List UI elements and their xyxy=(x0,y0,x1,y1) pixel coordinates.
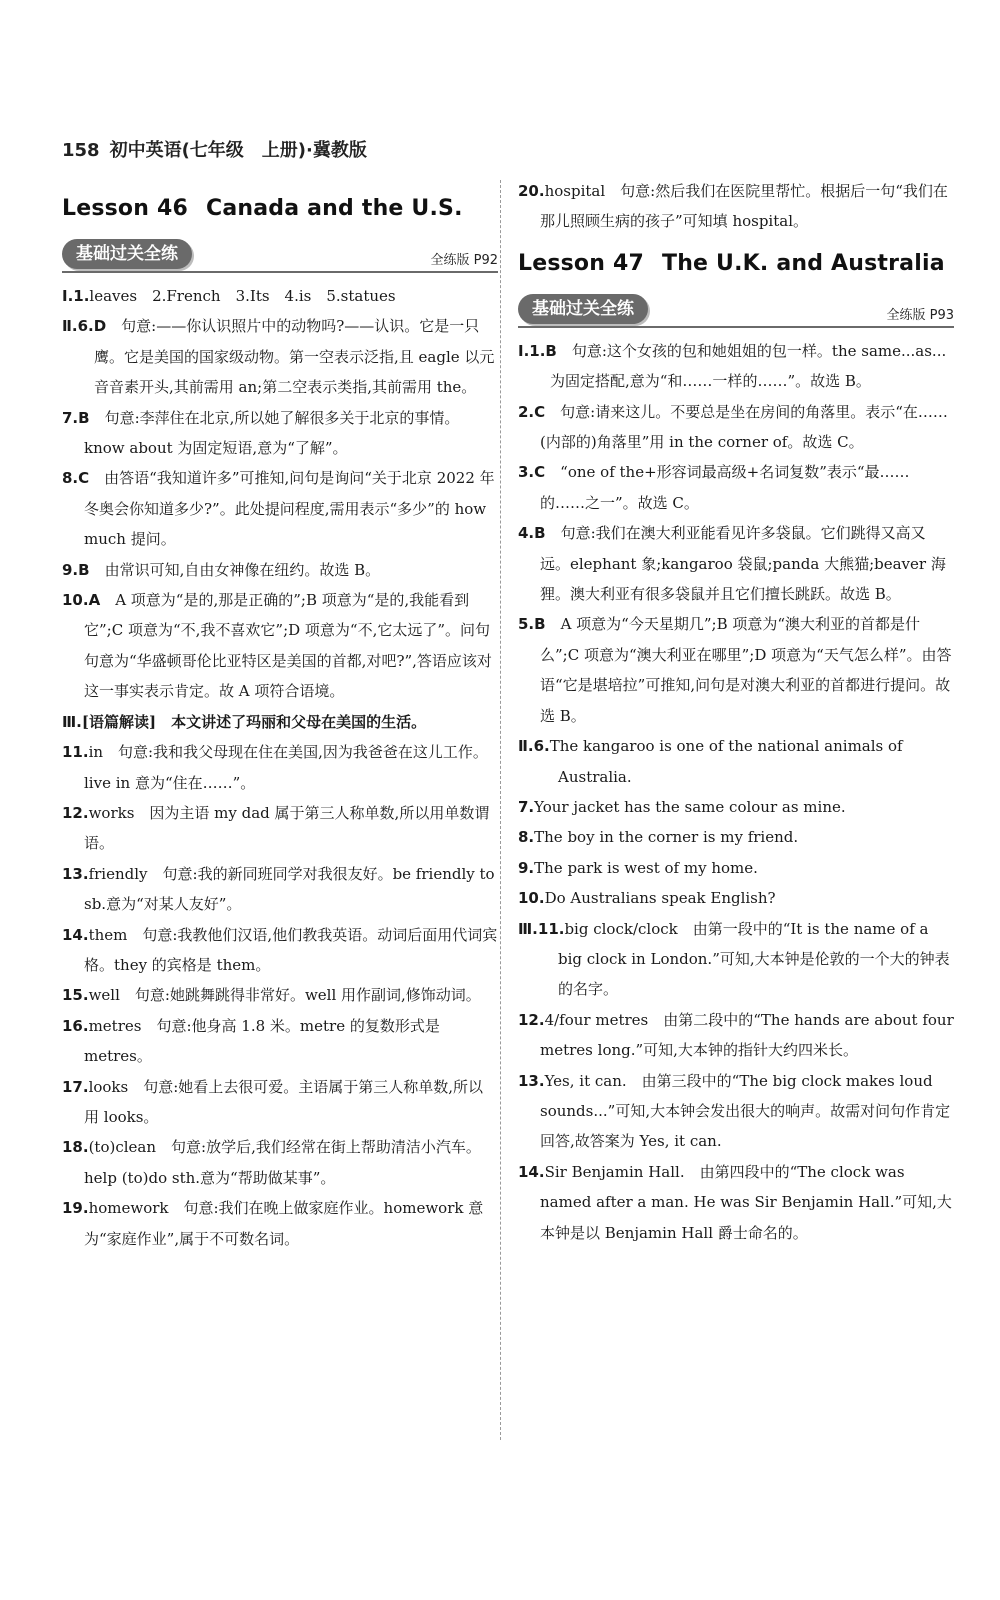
banner-rule xyxy=(518,326,954,328)
lesson-47-number: Lesson 47 xyxy=(518,250,644,276)
answer-item: 8.The boy in the corner is my friend. xyxy=(518,828,799,847)
answer-item: 20.hospital 句意:然后我们在医院里帮忙。根据后一句“我们在那儿照顾生病的孩子”可知填 hospital。 xyxy=(518,182,948,231)
answer-item: Ⅲ.[语篇解读] 本文讲述了玛丽和父母在美国的生活。 xyxy=(62,712,427,731)
answer-item: 4.B 句意:我们在澳大利亚能看见许多袋鼠。它们跳得又高又远。elephant 象;kangaroo 袋鼠;panda 大熊猫;beaver 海狸。澳大利亚有很多袋鼠并且它们擅长跳跃。故选 B。 xyxy=(518,524,946,604)
left-column xyxy=(62,176,498,1254)
column-divider xyxy=(500,180,501,1440)
answer-item: 12.4/four metres 由第二段中的“The hands are about four metres long.”可知,大本钟的指针大约四米长。 xyxy=(518,1010,954,1060)
answer-item: 7.B 句意:李萍住在北京,所以她了解很多关于北京的事情。know about 为固定短语,意为“了解”。 xyxy=(62,408,460,458)
answer-item: 13.friendly 句意:我的新同班同学对我很友好。be friendly to sb.意为“对某人友好”。 xyxy=(62,864,495,914)
answer-item: 10.A A 项意为“是的,那是正确的”;B 项意为“是的,我能看到它”;C 项意为“不,我不喜欢它”;D 项意为“不,它太远了”。问句句意为“华盛顿哥伦比亚特区是美国的首都,对吧?”,答语应该对这一事实表示肯定。故 A 项符合语境。 xyxy=(62,591,492,701)
lesson-46-number: Lesson 46 xyxy=(62,196,188,221)
lesson-47-section-header xyxy=(518,294,954,330)
answer-item: 8.C 由答语“我知道许多”可推知,问句是询问“关于北京 2022 年冬奥会你知道多少?”。此处提问程度,需用表示“多少”的 how much 提问。 xyxy=(62,469,495,549)
answer-item: 10.Do Australians speak English? xyxy=(518,889,776,908)
answer-item: 9.B 由常识可知,自由女神像在纽约。故选 B。 xyxy=(62,560,381,579)
lesson-46-section-header xyxy=(62,239,498,275)
lesson-47-name: The U.K. and Australia xyxy=(661,250,945,276)
answer-item: Ⅱ.6.D 句意:——你认识照片中的动物吗?——认识。它是一只鹰。它是美国的国家级动物。第一空表示泛指,且 eagle 以元音音素开头,其前需用 an;第二空表示类指,其前需用 the。 xyxy=(62,317,495,397)
lesson-46-title xyxy=(62,196,498,221)
page-reference: 全练版 P92 xyxy=(430,253,498,268)
answer-item: 16.metres 句意:他身高 1.8 米。metre 的复数形式是 metres。 xyxy=(62,1016,440,1066)
answer-item: 9.The park is west of my home. xyxy=(518,858,758,877)
page-reference: 全练版 P93 xyxy=(886,307,954,323)
answer-item: 2.C 句意:请来这儿。不要总是坐在房间的角落里。表示“在……(内部的)角落里”用 in the corner of。故选 C。 xyxy=(518,402,948,452)
lesson-46-name: Canada and the U.S. xyxy=(205,196,463,221)
answer-item: 12.works 因为主语 my dad 属于第三人称单数,所以用单数谓语。 xyxy=(62,803,490,853)
answer-item: 3.C “one of the+形容词最高级+名词复数”表示“最……的……之一”。故选 C。 xyxy=(518,463,910,512)
answer-item: 11.in 句意:我和我父母现在住在美国,因为我爸爸在这儿工作。live in 意为“住在……”。 xyxy=(62,743,488,792)
answer-item: 14.them 句意:我教他们汉语,他们教我英语。动词后面用代词宾格。they 的宾格是 them。 xyxy=(62,925,498,974)
banner-rule xyxy=(62,271,498,273)
right-column xyxy=(518,176,954,1248)
answer-item: Ⅱ.6.The kangaroo is one of the national animals of Australia. xyxy=(518,737,903,786)
lesson-47-title xyxy=(518,251,954,276)
answer-item: Ⅰ.1.leaves 2.French 3.Its 4.is 5.statues xyxy=(62,287,396,305)
answer-item: 15.well 句意:她跳舞跳得非常好。well 用作副词,修饰动词。 xyxy=(62,986,481,1005)
section-banner: 基础过关全练 xyxy=(518,294,648,324)
answer-item: 19.homework 句意:我们在晚上做家庭作业。homework 意为“家庭作业”,属于不可数名词。 xyxy=(62,1199,484,1248)
lesson-46-continued xyxy=(518,176,954,237)
page-number: 158 xyxy=(62,140,100,161)
answer-item: Ⅲ.11.big clock/clock 由第一段中的“It is the name of a big clock in London.”可知,大本钟是伦敦的一个大的钟表的名字。 xyxy=(518,919,950,999)
answer-item: 7.Your jacket has the same colour as mine. xyxy=(518,797,846,816)
answer-item: 14.Sir Benjamin Hall. 由第四段中的“The clock was named after a man. He was Sir Benjamin Hall.”可知,大本钟是以 Benjamin Hall 爵士命名的。 xyxy=(518,1162,952,1242)
lesson-46-answers xyxy=(62,281,498,1254)
book-title: 初中英语(七年级 上册)·冀教版 xyxy=(109,140,367,161)
answer-item: 5.B A 项意为“今天星期几”;B 项意为“澳大利亚的首都是什么”;C 项意为“澳大利亚在哪里”;D 项意为“天气怎么样”。由答语“它是堪培拉”可推知,问句是对澳大利亚的首都进行提问。故选 B。 xyxy=(518,615,952,725)
section-banner: 基础过关全练 xyxy=(62,239,192,269)
lesson-47-answers xyxy=(518,336,954,1248)
answer-item: 13.Yes, it can. 由第三段中的“The big clock makes loud sounds...”可知,大本钟会发出很大的响声。故需对问句作肯定回答,故答案为 Yes, it can. xyxy=(518,1071,951,1151)
answer-item: 18.(to)clean 句意:放学后,我们经常在街上帮助清洁小汽车。help (to)do sth.意为“帮助做某事”。 xyxy=(62,1138,481,1187)
page-header xyxy=(62,136,367,162)
answer-item: Ⅰ.1.B 句意:这个女孩的包和她姐姐的包一样。the same...as...为固定搭配,意为“和……一样的……”。故选 B。 xyxy=(518,341,947,391)
answer-item: 17.looks 句意:她看上去很可爱。主语属于第三人称单数,所以用 looks。 xyxy=(62,1077,484,1126)
